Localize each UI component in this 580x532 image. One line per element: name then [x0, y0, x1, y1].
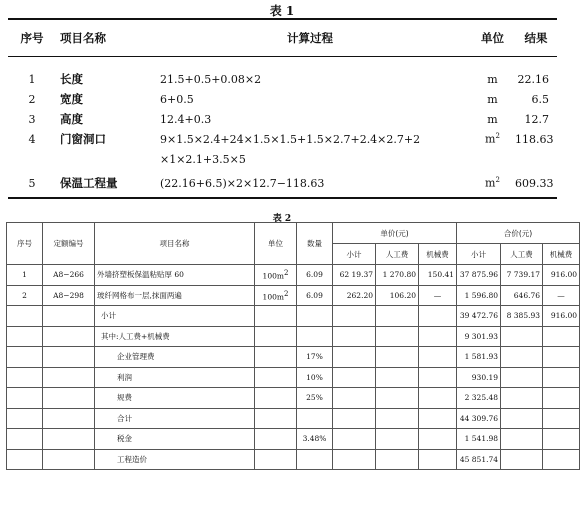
- table1-caption: 表 1: [269, 4, 295, 18]
- cell-tp-labor: 8 385.93: [501, 306, 543, 327]
- table1-row: [8, 109, 557, 129]
- cell-tp-machine: 916.00: [543, 306, 580, 327]
- cell-name: 企业管理费: [95, 347, 255, 368]
- cell-up-labor: 106.20: [376, 285, 419, 306]
- header-total-price: 合价(元): [457, 223, 580, 244]
- header-no: 序号: [7, 223, 43, 265]
- cell-code: A8−266: [43, 265, 95, 286]
- cell-unit: $100m^2$: [255, 285, 297, 306]
- cell-name: 其中:人工费+机械费: [95, 326, 255, 347]
- cell-tp-subtotal: 1 596.80: [457, 285, 501, 306]
- row-calc: (22.16+6.5)×2×12.7−118.63: [150, 169, 470, 198]
- table-row: [7, 265, 580, 286]
- table1-calculation: [8, 18, 557, 199]
- cell-rate: 17%: [297, 347, 333, 368]
- row-unit: m: [487, 72, 498, 86]
- row-result: 609.33: [515, 169, 557, 198]
- cell-name: 税金: [95, 429, 255, 450]
- cell-tp-subtotal: 39 472.76: [457, 306, 501, 327]
- row-no: 5: [8, 169, 56, 198]
- header-tp-subtotal: 小计: [457, 244, 501, 265]
- row-name: 门窗洞口: [60, 132, 106, 146]
- row-calc: 12.4+0.3: [160, 112, 212, 126]
- table-row: [7, 285, 580, 306]
- table1-row: [8, 169, 557, 198]
- header-item-name: 项目名称: [95, 223, 255, 265]
- row-no: 1: [28, 72, 36, 86]
- header-item-name: 项目名称: [56, 19, 150, 57]
- cell-tp-labor: 7 739.17: [501, 265, 543, 286]
- cell-name: 合计: [95, 408, 255, 429]
- row-name: 宽度: [60, 92, 83, 106]
- row-name: 长度: [60, 72, 83, 86]
- table2-caption: 表 2: [272, 214, 292, 224]
- cell-name: 小计: [95, 306, 255, 327]
- cell-up-labor: 1 270.80: [376, 265, 419, 286]
- cell-up-machine: —: [419, 285, 457, 306]
- table-row: [7, 326, 580, 347]
- cell-name: 外墙挤塑板保温粘贴厚 60: [95, 265, 255, 286]
- cell-up-subtotal: 62 19.37: [333, 265, 376, 286]
- table1-row: [8, 129, 557, 149]
- cell-up-machine: 150.41: [419, 265, 457, 286]
- cell-qty: 6.09: [297, 285, 333, 306]
- header-result: 结果: [515, 19, 557, 57]
- row-calc: 6+0.5: [160, 92, 194, 106]
- cell-tp-labor: 646.76: [501, 285, 543, 306]
- row-no: 4: [28, 132, 36, 146]
- row-name: 高度: [60, 112, 83, 126]
- row-unit: m: [487, 92, 498, 106]
- header-unit: 单位: [255, 223, 297, 265]
- cell-qty: 6.09: [297, 265, 333, 286]
- table-row: [7, 429, 580, 450]
- row-unit: m: [487, 112, 498, 126]
- row-unit: $m^2$: [470, 169, 515, 198]
- cell-tp-subtotal: 44 309.76: [457, 408, 501, 429]
- header-up-labor: 人工费: [376, 244, 419, 265]
- header-unit: 单位: [470, 19, 515, 57]
- table2-cost-breakdown: [6, 222, 580, 470]
- row-no: 2: [28, 92, 36, 106]
- cell-tp-subtotal: 45 851.74: [457, 449, 501, 470]
- cell-tp-machine: 916.00: [543, 265, 580, 286]
- header-qty: 数量: [297, 223, 333, 265]
- header-tp-machine: 机械费: [543, 244, 580, 265]
- cell-rate: 10%: [297, 367, 333, 388]
- cell-no: 2: [7, 285, 43, 306]
- table-row: [7, 449, 580, 470]
- table-row: [7, 347, 580, 368]
- cell-rate: 25%: [297, 388, 333, 409]
- cell-tp-subtotal: 9 301.93: [457, 326, 501, 347]
- cell-tp-subtotal: 1 581.93: [457, 347, 501, 368]
- cell-rate: 3.48%: [297, 429, 333, 450]
- cell-name: 利润: [95, 367, 255, 388]
- table1-header-row: [8, 19, 557, 57]
- cell-tp-machine: —: [543, 285, 580, 306]
- cell-unit: $100m^2$: [255, 265, 297, 286]
- header-unit-price: 单价(元): [333, 223, 457, 244]
- row-name: 保温工程量: [56, 169, 150, 198]
- row-result: 12.7: [524, 112, 549, 126]
- header-code: 定额编号: [43, 223, 95, 265]
- row-no: 3: [28, 112, 36, 126]
- cell-tp-subtotal: 930.19: [457, 367, 501, 388]
- header-up-machine: 机械费: [419, 244, 457, 265]
- row-result: 6.5: [531, 92, 549, 106]
- table1-row-continuation: [8, 149, 557, 169]
- row-result: 118.63: [515, 132, 554, 146]
- table-row: [7, 306, 580, 327]
- table-row: [7, 408, 580, 429]
- table1-row: [8, 69, 557, 89]
- row-calc-continued: ×1×2.1+3.5×5: [160, 152, 246, 166]
- header-up-subtotal: 小计: [333, 244, 376, 265]
- cell-tp-subtotal: 37 875.96: [457, 265, 501, 286]
- table-row: [7, 388, 580, 409]
- cell-code: A8−298: [43, 285, 95, 306]
- table2-header-row: [7, 223, 580, 244]
- cell-name: 规费: [95, 388, 255, 409]
- table1-row: [8, 89, 557, 109]
- header-no: 序号: [8, 19, 56, 57]
- header-tp-labor: 人工费: [501, 244, 543, 265]
- cell-up-subtotal: 262.20: [333, 285, 376, 306]
- row-calc: 9×1.5×2.4+24×1.5×1.5+1.5×2.7+2.4×2.7+2: [160, 132, 421, 146]
- row-unit: $m^2$: [485, 132, 500, 146]
- header-calc-process: 计算过程: [150, 19, 470, 57]
- cell-tp-subtotal: 2 325.48: [457, 388, 501, 409]
- cell-no: 1: [7, 265, 43, 286]
- table-row: [7, 367, 580, 388]
- cell-name: 工程造价: [95, 449, 255, 470]
- cell-tp-subtotal: 1 541.98: [457, 429, 501, 450]
- cell-name: 玻纤网格布一层,抹面两遍: [95, 285, 255, 306]
- row-calc: 21.5+0.5+0.08×2: [160, 72, 262, 86]
- row-result: 22.16: [517, 72, 549, 86]
